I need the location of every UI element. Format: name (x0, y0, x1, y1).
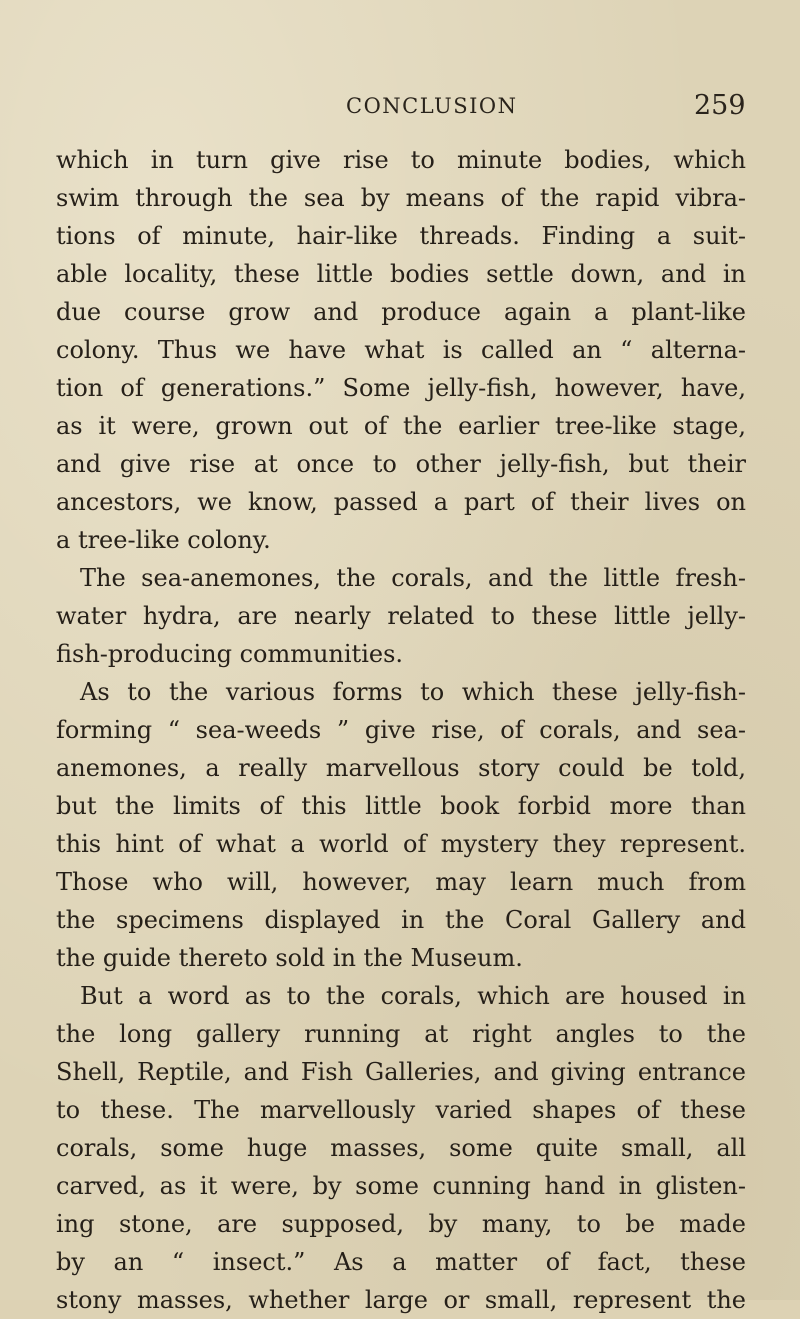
text-line: Shell, Reptile, and Fish Galleries, and giving entrance (56, 1058, 746, 1086)
text-line: the long gallery running at right angles to the (56, 1020, 746, 1048)
paragraph-first-line: But a word as to the corals, which are housed in (80, 982, 746, 1010)
running-head: CONCLUSION (346, 94, 518, 118)
body-text (56, 141, 746, 1319)
page-header (0, 90, 800, 126)
text-line: tions of minute, hair-like threads. Finding a suit- (56, 222, 746, 250)
text-line: ancestors, we know, passed a part of their lives on (56, 488, 746, 516)
text-line: which in turn give rise to minute bodies, which (56, 146, 746, 174)
paragraph-end-line: fish-producing communities. (56, 640, 404, 668)
text-line: and give rise at once to other jelly-fish, but their (56, 450, 746, 478)
paragraph-end-line: the guide thereto sold in the Museum. (56, 944, 523, 972)
text-line: to these. The marvellously varied shapes of these (56, 1096, 746, 1124)
text-line: this hint of what a world of mystery they represent. (56, 830, 746, 858)
text-line: the specimens displayed in the Coral Gallery and (56, 906, 746, 934)
text-line: due course grow and produce again a plant-like (56, 298, 746, 326)
text-line: as it were, grown out of the earlier tree-like stage, (56, 412, 746, 440)
text-line: tion of generations.” Some jelly-fish, however, have, (56, 374, 746, 402)
text-line: ing stone, are supposed, by many, to be made (56, 1210, 746, 1238)
paragraph-first-line: The sea-anemones, the corals, and the little fresh- (80, 564, 746, 592)
text-line: stony masses, whether large or small, represent the (56, 1286, 746, 1314)
text-line: Those who will, however, may learn much from (56, 868, 746, 896)
paragraph-first-line: As to the various forms to which these jelly-fish- (80, 678, 746, 706)
paragraph-end-line: a tree-like colony. (56, 526, 271, 554)
page-number: 259 (694, 90, 746, 121)
text-line: carved, as it were, by some cunning hand in glisten- (56, 1172, 746, 1200)
text-line: water hydra, are nearly related to these little jelly- (56, 602, 746, 630)
text-line: but the limits of this little book forbid more than (56, 792, 746, 820)
text-line: swim through the sea by means of the rapid vibra- (56, 184, 746, 212)
text-line: corals, some huge masses, some quite small, all (56, 1134, 746, 1162)
text-line: anemones, a really marvellous story could be told, (56, 754, 746, 782)
text-line: colony. Thus we have what is called an “ alterna- (56, 336, 746, 364)
text-line: forming “ sea-weeds ” give rise, of corals, and sea- (56, 716, 746, 744)
text-line: by an “ insect.” As a matter of fact, these (56, 1248, 746, 1276)
text-line: able locality, these little bodies settle down, and in (56, 260, 746, 288)
